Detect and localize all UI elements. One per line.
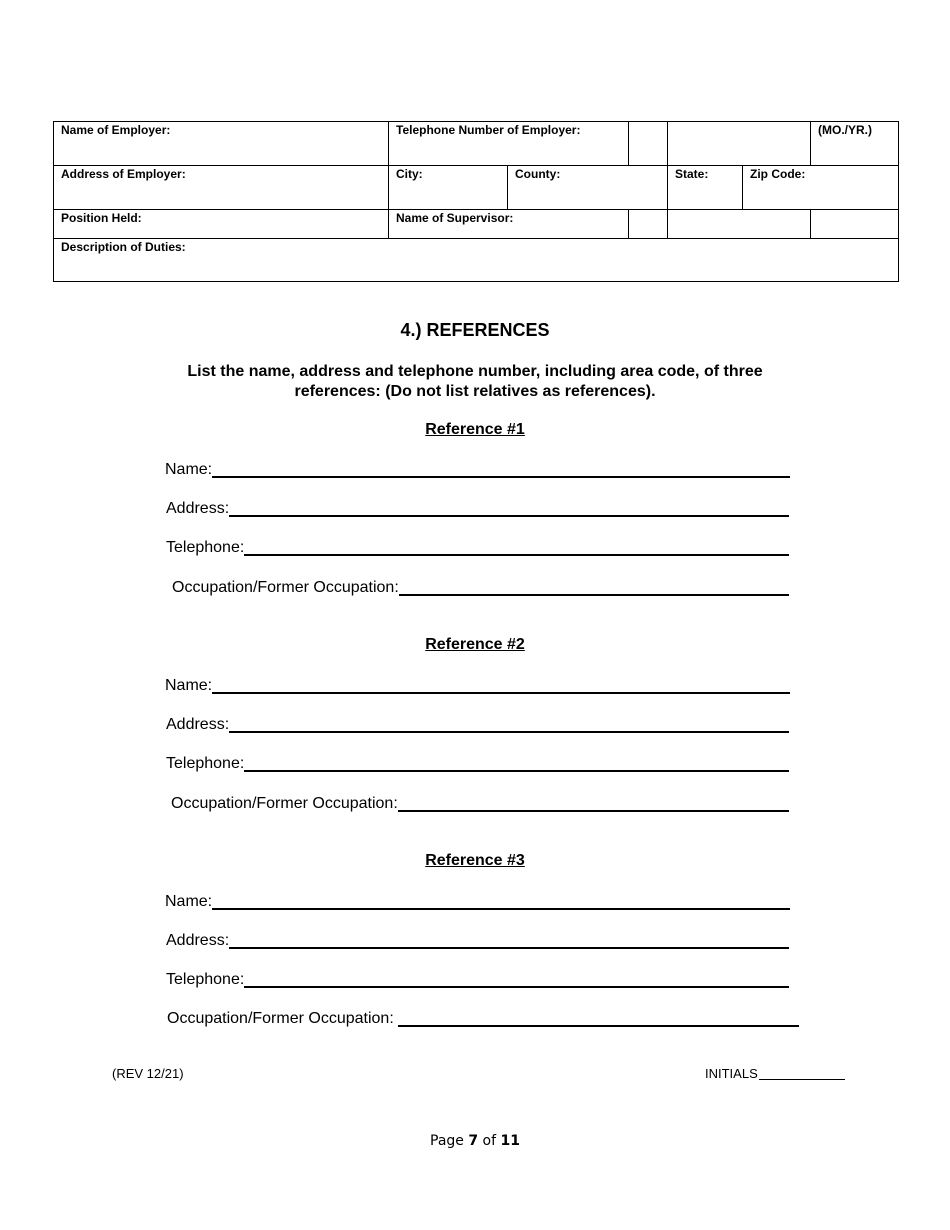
blank-cell[interactable] [667,121,811,166]
blank-cell[interactable] [628,209,668,239]
state-label: State: [675,167,709,181]
reference-1-occupation-field[interactable] [172,576,789,598]
section-title: 4.) REFERENCES [400,320,550,340]
occupation-label: Occupation/Former Occupation: [172,579,399,596]
name-label: Name: [165,677,213,694]
telephone-of-employer-label: Telephone Number of Employer: [396,123,581,137]
county-label: County: [515,167,561,181]
reference-3-occupation-field[interactable] [167,1007,799,1029]
name-line[interactable] [212,908,790,910]
telephone-label: Telephone: [166,755,245,772]
occupation-label: Occupation/Former Occupation: [167,1010,399,1027]
page-word: Page [430,1133,469,1149]
address-label: Address: [166,932,230,949]
blank-cell[interactable] [667,209,811,239]
page-number: 7 [468,1133,479,1149]
reference-3-telephone-field[interactable] [166,968,789,990]
blank-cell[interactable] [810,209,899,239]
zip-code-label: Zip Code: [750,167,806,181]
total-pages: 11 [500,1133,520,1149]
reference-1-heading: Reference #1 [425,421,525,438]
reference-2-heading: Reference #2 [425,636,525,653]
telephone-line[interactable] [244,554,789,556]
name-line[interactable] [212,692,790,694]
telephone-line[interactable] [244,770,789,772]
instructions-line: references: (Do not list relatives as references). [294,383,656,400]
reference-1-address-field[interactable] [166,497,789,519]
mo-yr-cell[interactable] [810,121,899,166]
reference-3-heading: Reference #3 [425,852,525,869]
county-cell[interactable] [507,165,668,210]
description-of-duties-label: Description of Duties: [61,240,186,254]
description-of-duties-cell[interactable] [53,238,899,282]
blank-cell[interactable] [628,121,668,166]
telephone-line[interactable] [244,986,789,988]
initials-field[interactable] [705,1066,845,1081]
mo-yr-label: (MO./YR.) [818,123,872,137]
occupation-line[interactable] [399,594,789,596]
initials-line[interactable] [759,1079,845,1080]
initials-label: INITIALS [705,1066,758,1081]
occupation-line[interactable] [398,810,789,812]
city-label: City: [396,167,423,181]
zip-code-cell[interactable] [742,165,899,210]
reference-2-name-field[interactable] [165,674,790,696]
position-held-label: Position Held: [61,211,142,225]
revision-label: (REV 12/21) [112,1066,184,1081]
reference-1-telephone-field[interactable] [166,536,789,558]
name-label: Name: [165,461,213,478]
reference-1-name-field[interactable] [165,458,790,480]
reference-2-telephone-field[interactable] [166,752,789,774]
instructions [160,362,790,402]
name-of-supervisor-cell[interactable] [388,209,629,239]
page-footer [0,1133,950,1149]
address-of-employer-label: Address of Employer: [61,167,186,181]
reference-3-name-field[interactable] [165,890,790,912]
name-of-employer-label: Name of Employer: [61,123,171,137]
reference-2-occupation-field[interactable] [171,792,789,814]
address-of-employer-cell[interactable] [53,165,389,210]
of-word: of [478,1133,501,1149]
name-label: Name: [165,893,213,910]
address-line[interactable] [229,731,789,733]
reference-3-address-field[interactable] [166,929,789,951]
employment-table [53,121,899,282]
address-line[interactable] [229,947,789,949]
reference-2-address-field[interactable] [166,713,789,735]
city-cell[interactable] [388,165,508,210]
telephone-of-employer-cell[interactable] [388,121,629,166]
position-held-cell[interactable] [53,209,389,239]
address-label: Address: [166,716,230,733]
address-label: Address: [166,500,230,517]
telephone-label: Telephone: [166,539,245,556]
occupation-line[interactable] [398,1025,799,1027]
name-of-employer-cell[interactable] [53,121,389,166]
instructions-line: List the name, address and telephone number, including area code, of three [187,363,763,380]
telephone-label: Telephone: [166,971,245,988]
name-of-supervisor-label: Name of Supervisor: [396,211,514,225]
address-line[interactable] [229,515,789,517]
state-cell[interactable] [667,165,743,210]
name-line[interactable] [212,476,790,478]
occupation-label: Occupation/Former Occupation: [171,795,398,812]
